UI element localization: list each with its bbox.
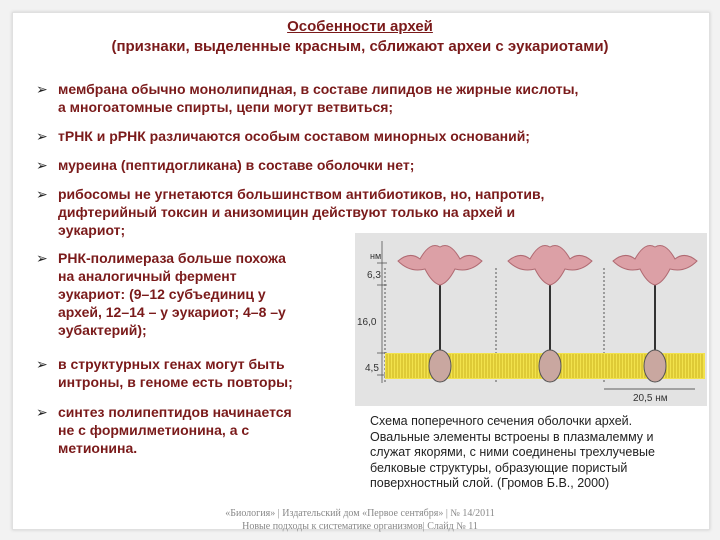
arrow-bullet-icon: ➢: [36, 128, 48, 144]
measure-width: 20,5 нм: [633, 393, 668, 404]
trimeric-protein-head: [508, 246, 592, 286]
bullet-line: архей, 12–14 – у эукариот; 4–8 –у: [58, 304, 286, 320]
measure-bottom: 4,5: [365, 363, 379, 374]
footer-line-2: Новые подходы к систематике организмов| Слайд № 11: [242, 521, 478, 532]
figure-caption: [370, 414, 700, 492]
arrow-bullet-icon: ➢: [36, 404, 48, 420]
bullet-line: рибосомы не угнетаются большинством антибиотиков, но, напротив,: [58, 186, 545, 202]
measure-mid: 16,0: [357, 317, 377, 328]
caption-line: Схема поперечного сечения оболочки архей.: [370, 414, 633, 428]
caption-line: Овальные элементы встроены в плазмалемму и: [370, 429, 654, 444]
bullet-introns: [36, 355, 356, 391]
bullet-line: эукариот;: [58, 222, 126, 238]
caption-line: поверхностный слой. (Громов Б.В., 2000): [370, 476, 610, 490]
slide-subtitle: (признаки, выделенные красным, сближают археи с эукариотами): [111, 38, 609, 55]
caption-line: белковые структуры, образующие пористый: [370, 460, 628, 475]
trimeric-protein-head: [398, 246, 482, 286]
bullet-ribosomes: [36, 185, 696, 239]
footer-line-1: «Биология» | Издательский дом «Первое сентября» | № 14/2011: [225, 508, 495, 519]
bullet-line: дифтерийный токсин и анизомицин действуют только на архей и: [58, 204, 516, 220]
bullet-methionine: [36, 403, 356, 457]
bullet-line: не с формилметионина, а с: [58, 422, 250, 438]
bullet-line: метионина.: [58, 440, 138, 456]
cell-wall-diagram: [355, 233, 707, 406]
caption-line: служат якорями, с ними соединены трехлучевые: [370, 445, 655, 459]
archaea-cell-wall-figure: [355, 233, 707, 406]
bullet-line: тРНК и рРНК различаются особым составом минорных оснований;: [58, 128, 530, 144]
bullet-line: синтез полипептидов начинается: [58, 404, 292, 420]
arrow-bullet-icon: ➢: [36, 250, 48, 266]
bullet-line: интроны, в геноме есть повторы;: [58, 374, 293, 390]
bullet-line: а многоатомные спирты, цепи могут ветвиться;: [58, 99, 394, 115]
slide-title: Особенности архей: [287, 18, 433, 35]
bullet-line: на аналогичный фермент: [58, 268, 237, 284]
arrow-bullet-icon: ➢: [36, 157, 48, 173]
membrane-anchor: [644, 350, 666, 382]
bullet-line: муреина (пептидогликана) в составе оболочки нет;: [58, 157, 415, 173]
bullet-line: эубактерий);: [58, 322, 147, 338]
arrow-bullet-icon: ➢: [36, 356, 48, 372]
bullet-rna-polymerase: [36, 249, 356, 339]
bullet-line: эукариот: (9–12 субъединиц у: [58, 286, 266, 302]
trimeric-protein-head: [613, 246, 697, 286]
membrane-anchor: [429, 350, 451, 382]
arrow-bullet-icon: ➢: [36, 81, 48, 97]
membrane-anchor: [539, 350, 561, 382]
measure-top: 6,3: [367, 270, 381, 281]
arrow-bullet-icon: ➢: [36, 186, 48, 202]
bullet-line: РНК-полимераза больше похожа: [58, 250, 286, 266]
unit-label: нм: [370, 251, 382, 261]
bullet-murein: [36, 156, 696, 174]
bullet-line: в структурных генах могут быть: [58, 356, 285, 372]
bullet-line: мембрана обычно монолипидная, в составе липидов не жирные кислоты,: [58, 81, 579, 97]
bullet-trna: [36, 127, 696, 145]
bullet-membrane: [36, 80, 696, 116]
